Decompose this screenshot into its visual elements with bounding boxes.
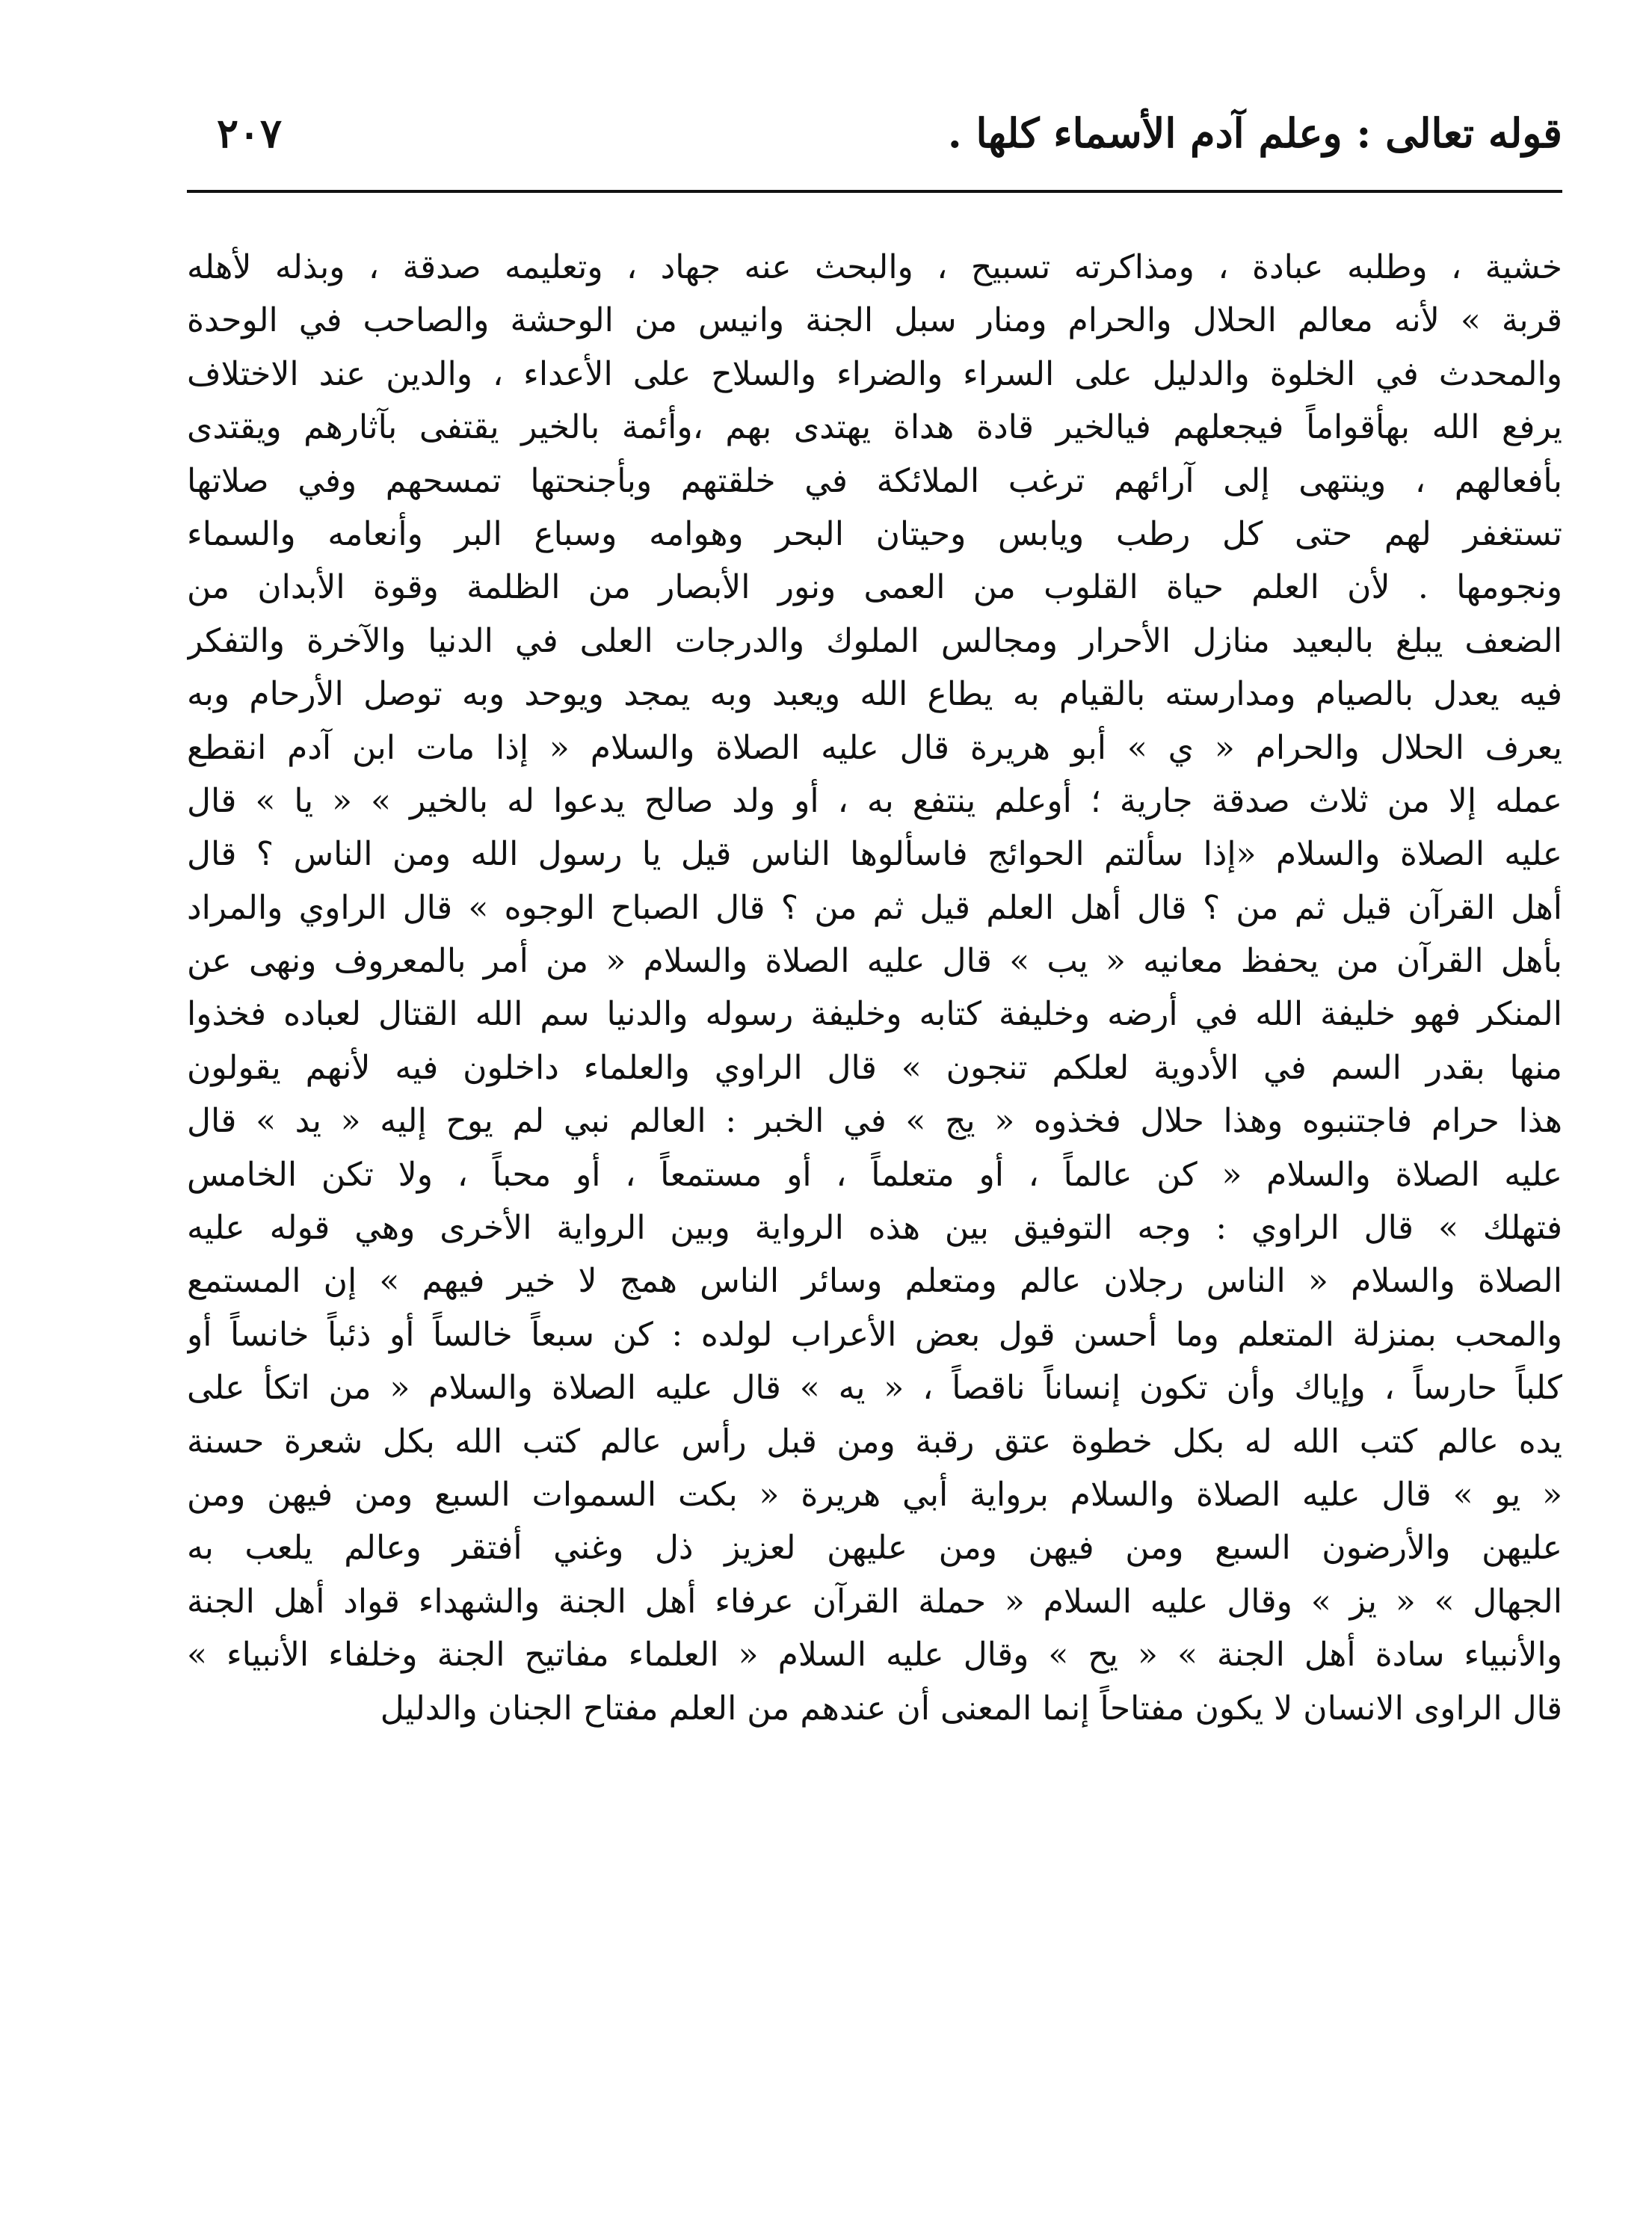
text-line: تستغفر لهم حتى كل رطب ويابس وحيتان البحر وهوامه وسباع البر وأنعامه والسماء — [187, 514, 1562, 553]
page-number: ٢٠٧ — [217, 109, 283, 157]
text-line: أهل القرآن قيل ثم من ؟ قال أهل العلم قيل ثم من ؟ قال الصباح الوجوه » قال الراوي والمراد — [187, 888, 1562, 927]
text-line: والأنبياء سادة أهل الجنة » « يح » وقال عليه السلام « العلماء مفاتيح الجنة وخلفاء الأنبياء » — [187, 1636, 1562, 1675]
text-line: عمله إلا من ثلاث صدقة جارية ؛ أوعلم ينتفع به ، أو ولد صالح يدعوا له بالخير » « يا » قال — [187, 781, 1562, 820]
text-line: عليه الصلاة والسلام «إذا سألتم الحوائج فاسألوها الناس قيل يا رسول الله ومن الناس ؟ قال — [187, 835, 1562, 874]
text-line: والمحدث في الخلوة والدليل على السراء والضراء والسلاح على الأعداء ، والدين عند الاختلاف — [187, 354, 1562, 393]
text-line: عليه الصلاة والسلام « كن عالماً ، أو متعلماً ، أو مستمعاً ، أو محباً ، ولا تكن الخامس — [187, 1155, 1562, 1194]
text-line: خشية ، وطلبه عبادة ، ومذاكرته تسبيح ، والبحث عنه جهاد ، وتعليمه صدقة ، وبذله لأهله — [187, 248, 1562, 286]
text-line: فيه يعدل بالصيام ومدارسته بالقيام به يطاع الله ويعبد وبه يمجد ويوحد وبه توصل الأرحام وبه — [187, 675, 1562, 714]
text-line: الجهال » « يز » وقال عليه السلام « حملة القرآن عرفاء أهل الجنة والشهداء قواد أهل الجنة — [187, 1582, 1562, 1621]
text-line: هذا حرام فاجتنبوه وهذا حلال فخذوه « يج » في الخبر : العالم نبي لم يوح إليه « يد » قال — [187, 1102, 1562, 1141]
body-text — [187, 241, 1562, 1735]
running-header — [187, 103, 1562, 163]
header-rule — [187, 190, 1562, 193]
text-line: يرفع الله بهأقواماً فيجعلهم فيالخير قادة هداة يهتدى بهم ،وأئمة بالخير يقتفى بآثارهم ويقتدى — [187, 408, 1562, 447]
text-line: فتهلك » قال الراوي : وجه التوفيق بين هذه الرواية وبين الرواية الأخرى وهي قوله عليه — [187, 1209, 1562, 1248]
text-line: الصلاة والسلام « الناس رجلان عالم ومتعلم وسائر الناس همج لا خير فيهم » إن المستمع — [187, 1262, 1562, 1301]
text-line: ونجومها . لأن العلم حياة القلوب من العمى ونور الأبصار من الظلمة وقوة الأبدان من — [187, 568, 1562, 607]
text-line: عليهن والأرضون السبع ومن فيهن ومن عليهن لعزيز ذل وغني أفتقر وعالم يلعب به — [187, 1529, 1562, 1568]
text-line: قال الراوى الانسان لا يكون مفتاحاً إنما المعنى أن عندهم من العلم مفتاح الجنان والدليل — [380, 1689, 1562, 1728]
text-line: « يو » قال عليه الصلاة والسلام برواية أبي هريرة « بكت السموات السبع ومن فيهن ومن — [187, 1475, 1562, 1514]
text-line: قربة » لأنه معالم الحلال والحرام ومنار سبل الجنة وانيس من الوحشة والصاحب في الوحدة — [187, 301, 1562, 340]
text-line: والمحب بمنزلة المتعلم وما أحسن قول بعض الأعراب لولده : كن سبعاً خالساً أو ذئباً خانساً أو — [187, 1315, 1562, 1354]
text-line: كلباً حارساً ، وإياك وأن تكون إنساناً ناقصاً ، « يه » قال عليه الصلاة والسلام « من اتكأ على — [187, 1369, 1562, 1408]
text-line: منها بقدر السم في الأدوية لعلكم تنجون » قال الراوي والعلماء داخلون فيه لأنهم يقولون — [187, 1048, 1562, 1087]
text-line: المنكر فهو خليفة الله في أرضه وخليفة كتابه وخليفة رسوله والدنيا سم الله القتال لعباده فخذوا — [187, 995, 1562, 1034]
text-line: الضعف يبلغ بالبعيد منازل الأحرار ومجالس الملوك والدرجات العلى في الدنيا والآخرة والتفكر — [187, 621, 1562, 660]
text-line: بأهل القرآن من يحفظ معانيه « يب » قال عليه الصلاة والسلام « من أمر بالمعروف ونهى عن — [187, 942, 1562, 981]
running-title: قوله تعالى : وعلم آدم الأسماء كلها . — [947, 109, 1562, 157]
text-line: يعرف الحلال والحرام « ي » أبو هريرة قال عليه الصلاة والسلام « إذا مات ابن آدم انقطع — [187, 728, 1562, 767]
text-line: بأفعالهم ، وينتهى إلى آرائهم ترغب الملائكة في خلقتهم وبأجنحتها تمسحهم وفي صلاتها — [187, 461, 1562, 500]
text-line: يده عالم كتب الله له بكل خطوة عتق رقبة ومن قبل رأس عالم كتب الله بكل شعرة حسنة — [187, 1422, 1562, 1461]
